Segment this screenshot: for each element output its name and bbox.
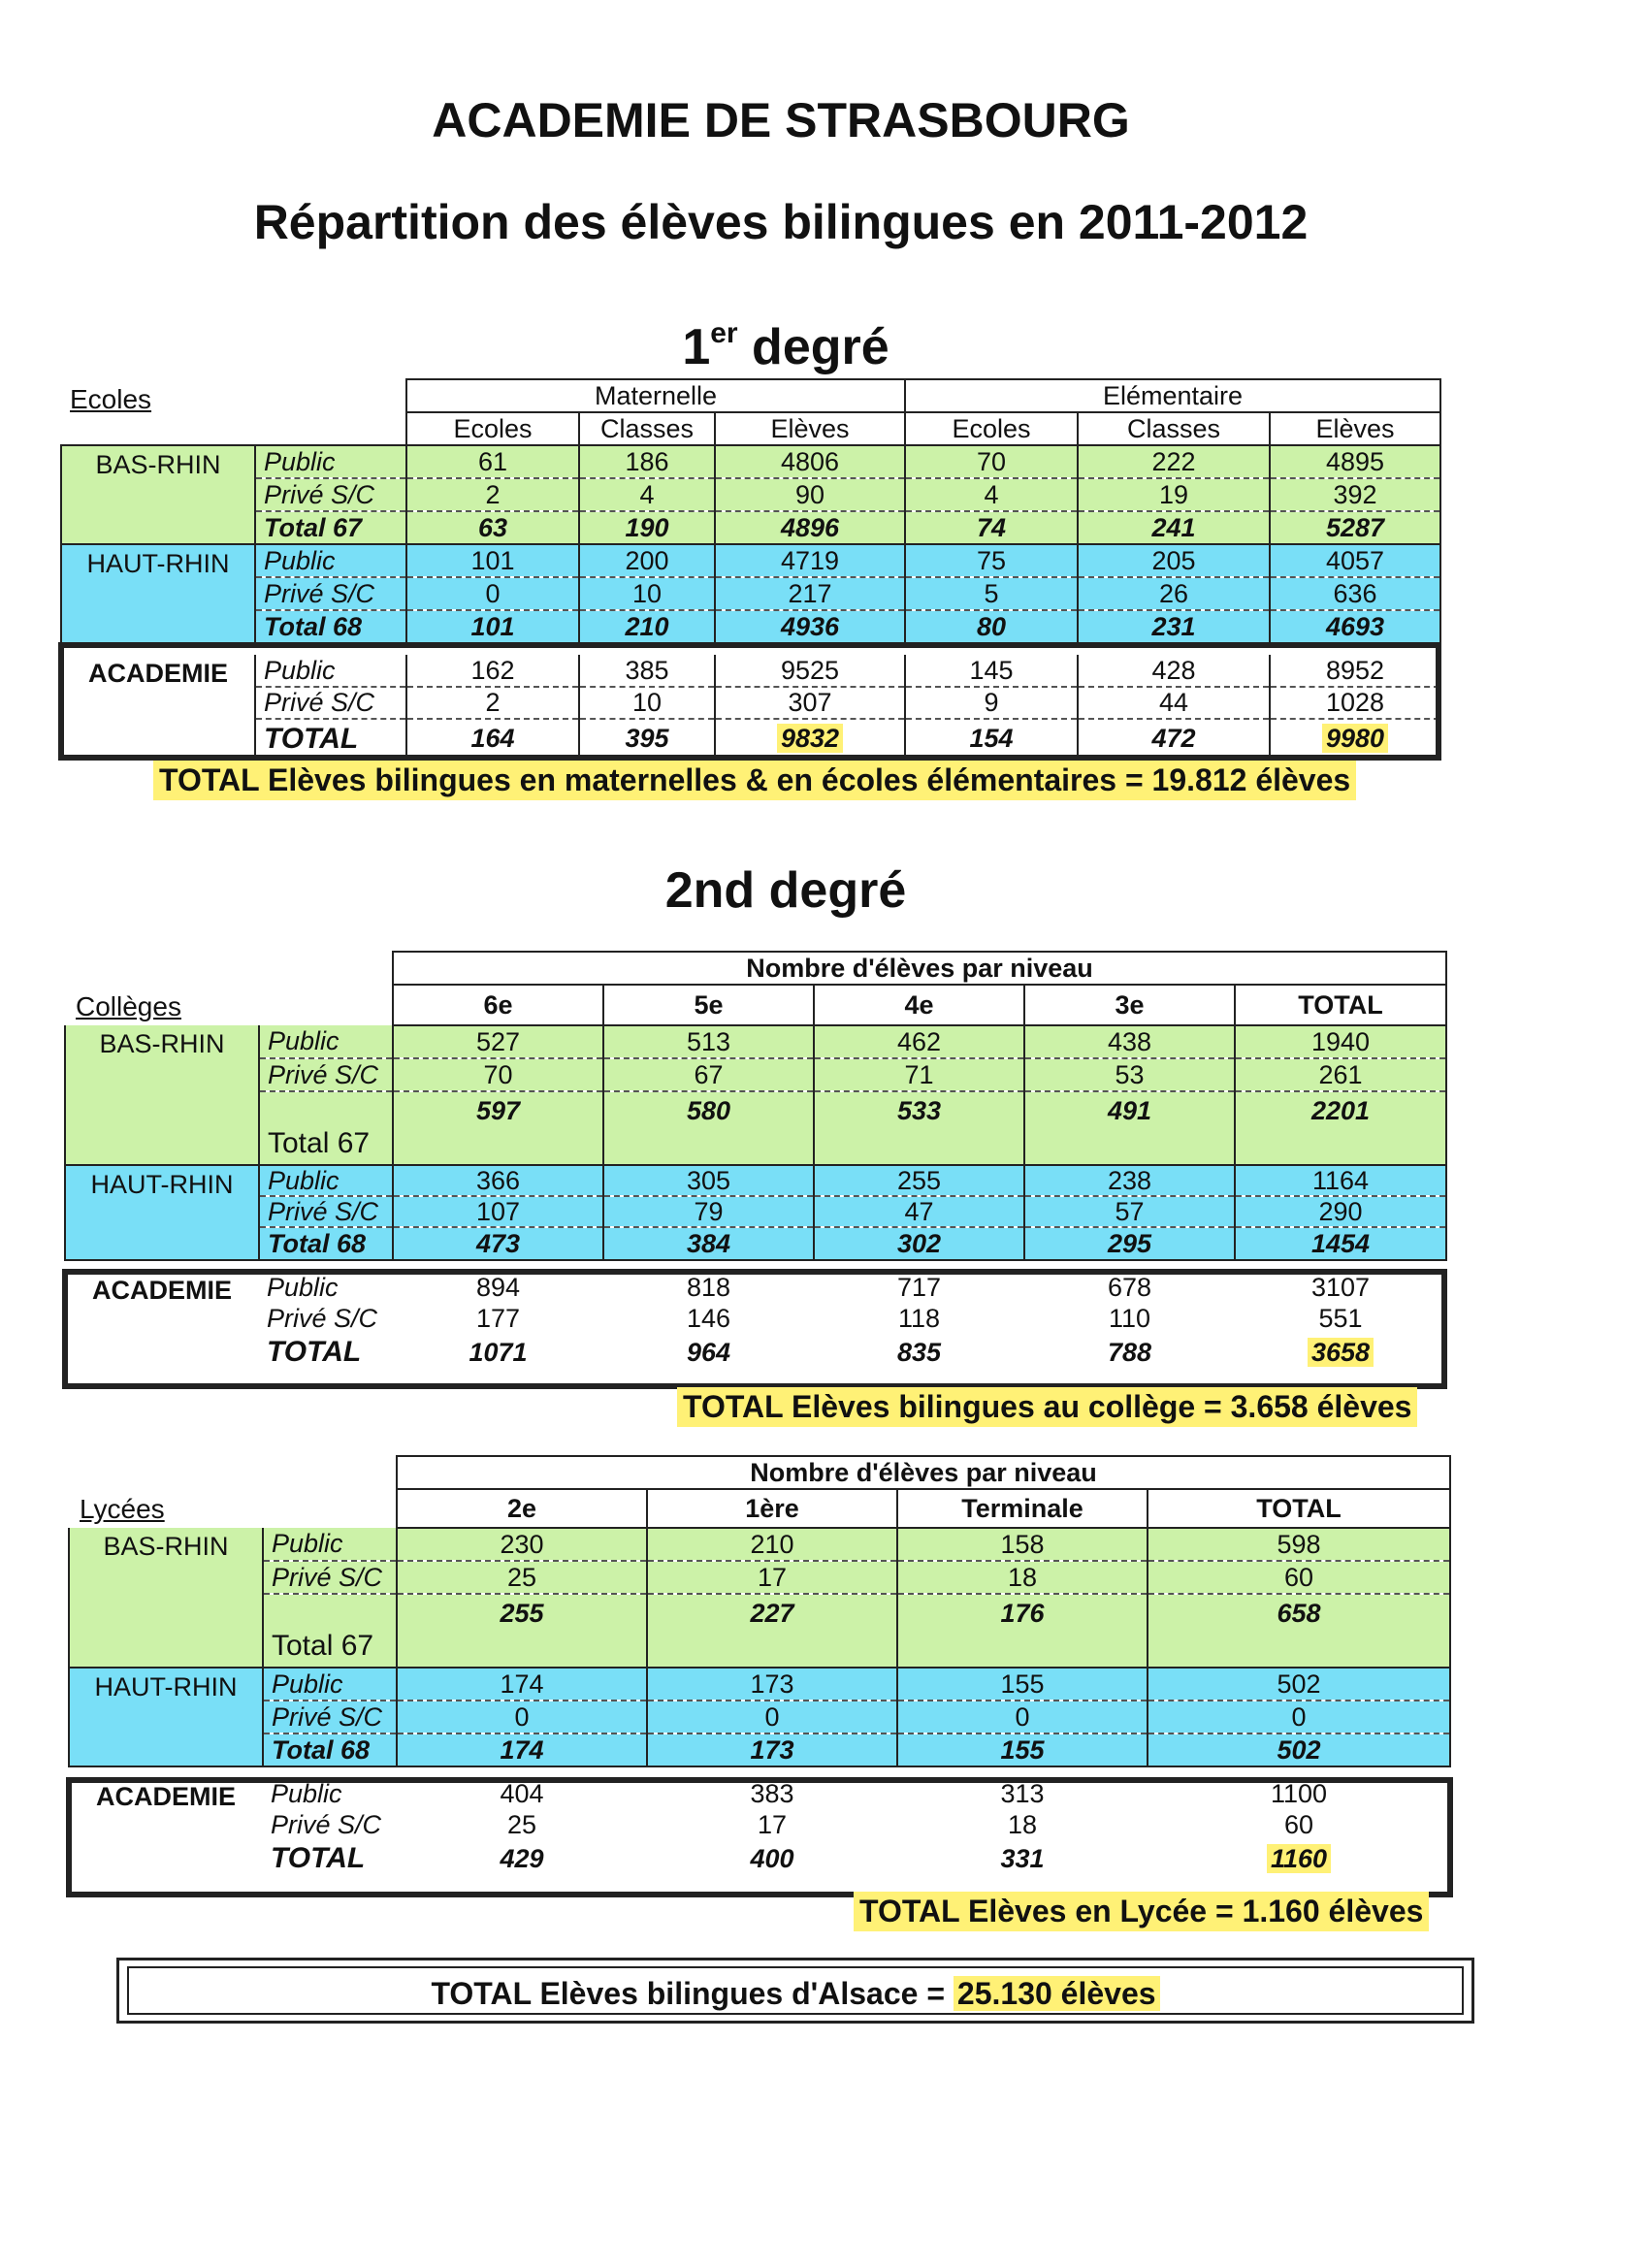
- first-degree-table: [60, 378, 1441, 759]
- table-cell: 57: [1024, 1196, 1235, 1227]
- table-cell: 26: [1078, 577, 1270, 610]
- row-label: Public: [263, 1528, 397, 1561]
- table-cell: 551: [1235, 1303, 1446, 1334]
- table-cell: 4806: [715, 445, 905, 478]
- table-cell: 18: [897, 1809, 1148, 1840]
- table-row-total: [65, 1091, 1446, 1165]
- second-degree-heading: 2nd degré: [664, 862, 907, 919]
- ecoles-section-label: Ecoles: [70, 384, 152, 414]
- table-cell: 290: [1235, 1196, 1446, 1227]
- table-row: [69, 1561, 1450, 1594]
- table-cell: 230: [397, 1528, 647, 1561]
- table-cell: 210: [647, 1528, 897, 1561]
- table-cell: 473: [393, 1227, 603, 1260]
- table-row-total: [69, 1840, 1450, 1877]
- table-cell: 5: [905, 577, 1078, 610]
- table-cell: 222: [1078, 445, 1270, 478]
- region-label: BAS-RHIN: [65, 1025, 259, 1165]
- table-cell: 0: [1148, 1701, 1450, 1733]
- table-cell: 17: [647, 1561, 897, 1594]
- table-cell: 491: [1024, 1091, 1235, 1165]
- table-cell: 818: [603, 1272, 814, 1303]
- lycees-section-label: Lycées: [80, 1494, 165, 1524]
- table-cell: 75: [905, 544, 1078, 577]
- table-cell: 44: [1078, 687, 1270, 719]
- table-cell-highlight: [1235, 1334, 1446, 1371]
- table-cell: 155: [897, 1668, 1148, 1701]
- table-cell-highlight: [1270, 719, 1440, 758]
- table-cell: 154: [905, 719, 1078, 758]
- table-cell: 190: [579, 511, 715, 544]
- column-header: Ecoles: [905, 412, 1078, 445]
- table-cell: 9: [905, 687, 1078, 719]
- table-cell: 71: [814, 1058, 1024, 1091]
- table-cell: 472: [1078, 719, 1270, 758]
- row-label: Privé S/C: [263, 1701, 397, 1733]
- group-header-maternelle: Maternelle: [406, 379, 905, 412]
- table-cell: 1940: [1235, 1025, 1446, 1058]
- row-label: Public: [255, 544, 406, 577]
- region-label: HAUT-RHIN: [69, 1668, 263, 1766]
- table-cell: 80: [905, 610, 1078, 643]
- table-row: [65, 1303, 1446, 1334]
- table-cell: 162: [406, 655, 579, 687]
- table-row: [65, 1272, 1446, 1303]
- row-label: Public: [259, 1025, 393, 1058]
- table-cell: 186: [579, 445, 715, 478]
- table-row: [69, 1809, 1450, 1840]
- table-cell: 200: [579, 544, 715, 577]
- table-cell: 0: [897, 1701, 1148, 1733]
- row-label: Public: [255, 655, 406, 687]
- table-cell: 155: [897, 1733, 1148, 1766]
- table-row: [69, 1701, 1450, 1733]
- table-cell: 210: [579, 610, 715, 643]
- table-cell: 3107: [1235, 1272, 1446, 1303]
- table-cell-highlight: [715, 719, 905, 758]
- table-cell: 90: [715, 478, 905, 511]
- table-cell: 678: [1024, 1272, 1235, 1303]
- table-row-total: [61, 610, 1440, 643]
- table-cell: 533: [814, 1091, 1024, 1165]
- table-cell: 894: [393, 1272, 603, 1303]
- column-header: 1ère: [647, 1489, 897, 1528]
- table-row: [65, 1165, 1446, 1196]
- table-cell: 658: [1148, 1594, 1450, 1668]
- table-cell: 835: [814, 1334, 1024, 1371]
- table-cell: 4693: [1270, 610, 1440, 643]
- table-cell: 10: [579, 687, 715, 719]
- table-cell: 4719: [715, 544, 905, 577]
- table-cell: 502: [1148, 1668, 1450, 1701]
- table-cell: 313: [897, 1778, 1148, 1809]
- column-header: Elèves: [715, 412, 905, 445]
- column-header: 5e: [603, 985, 814, 1025]
- table-row: [61, 478, 1440, 511]
- row-label: Privé S/C: [255, 577, 406, 610]
- column-header: 4e: [814, 985, 1024, 1025]
- table-cell: 164: [406, 719, 579, 758]
- table-cell: 502: [1148, 1733, 1450, 1766]
- table-cell: 10: [579, 577, 715, 610]
- table-cell: 1164: [1235, 1165, 1446, 1196]
- table-cell: 580: [603, 1091, 814, 1165]
- table-cell: 964: [603, 1334, 814, 1371]
- table-cell-highlight: [1148, 1840, 1450, 1877]
- table-cell: 60: [1148, 1561, 1450, 1594]
- table-row-total: [65, 1334, 1446, 1371]
- column-header: Elèves: [1270, 412, 1440, 445]
- table-row-total: [61, 719, 1440, 758]
- table-cell: 0: [406, 577, 579, 610]
- row-label: TOTAL: [255, 719, 406, 758]
- table-row: [61, 577, 1440, 610]
- row-label: Privé S/C: [259, 1058, 393, 1091]
- row-label: TOTAL: [263, 1840, 397, 1877]
- group-header: Nombre d'élèves par niveau: [393, 952, 1446, 985]
- table-cell: 174: [397, 1668, 647, 1701]
- table-row: [65, 1058, 1446, 1091]
- table-cell: 4896: [715, 511, 905, 544]
- table-cell: 438: [1024, 1025, 1235, 1058]
- table-row-total: [69, 1733, 1450, 1766]
- row-label: Total 68: [255, 610, 406, 643]
- table-row: [65, 1025, 1446, 1058]
- table-cell: 217: [715, 577, 905, 610]
- table-cell: 70: [393, 1058, 603, 1091]
- table-cell: 25: [397, 1561, 647, 1594]
- table-cell: 19: [1078, 478, 1270, 511]
- table-cell: 1028: [1270, 687, 1440, 719]
- table-cell: 598: [1148, 1528, 1450, 1561]
- table-row: [69, 1528, 1450, 1561]
- table-cell: 231: [1078, 610, 1270, 643]
- table-cell: 1454: [1235, 1227, 1446, 1260]
- table-cell: 295: [1024, 1227, 1235, 1260]
- table-cell: 17: [647, 1809, 897, 1840]
- table-cell: 118: [814, 1303, 1024, 1334]
- table-cell: 400: [647, 1840, 897, 1877]
- table-cell: 53: [1024, 1058, 1235, 1091]
- table-cell: 383: [647, 1778, 897, 1809]
- table-cell: 4: [579, 478, 715, 511]
- grand-total-text: [127, 1966, 1464, 2015]
- table-cell: 101: [406, 610, 579, 643]
- highlighted-total: 9980: [1322, 724, 1388, 753]
- table-cell: 8952: [1270, 655, 1440, 687]
- document-title: ACADEMIE DE STRASBOURG: [432, 93, 1130, 147]
- lycees-table: [68, 1455, 1451, 1877]
- table-cell: 5287: [1270, 511, 1440, 544]
- table-cell: 462: [814, 1025, 1024, 1058]
- table-cell: 110: [1024, 1303, 1235, 1334]
- row-label: Privé S/C: [255, 478, 406, 511]
- table-row-total: [69, 1594, 1450, 1668]
- table-row-total: [65, 1227, 1446, 1260]
- table-cell: 241: [1078, 511, 1270, 544]
- table-cell: 74: [905, 511, 1078, 544]
- table-cell: 101: [406, 544, 579, 577]
- table-cell: 428: [1078, 655, 1270, 687]
- row-label: Public: [255, 445, 406, 478]
- highlighted-total: 1160: [1267, 1844, 1331, 1873]
- grand-total-box: [116, 1958, 1474, 2024]
- table-cell: 18: [897, 1561, 1148, 1594]
- row-label: Privé S/C: [263, 1561, 397, 1594]
- column-header: Terminale: [897, 1489, 1148, 1528]
- table-cell: 25: [397, 1809, 647, 1840]
- column-header: 3e: [1024, 985, 1235, 1025]
- table-row-total: [61, 511, 1440, 544]
- table-cell: 429: [397, 1840, 647, 1877]
- lycees-total-line: TOTAL Elèves en Lycée = 1.160 élèves: [854, 1892, 1429, 1931]
- table-cell: 261: [1235, 1058, 1446, 1091]
- colleges-section-label: Collèges: [76, 991, 181, 1021]
- table-cell: 513: [603, 1025, 814, 1058]
- row-label: Privé S/C: [259, 1196, 393, 1227]
- row-label: Public: [259, 1165, 393, 1196]
- column-header: Classes: [1078, 412, 1270, 445]
- table-cell: 385: [579, 655, 715, 687]
- table-cell: 255: [814, 1165, 1024, 1196]
- table-cell: 205: [1078, 544, 1270, 577]
- table-cell: 70: [905, 445, 1078, 478]
- table-cell: 384: [603, 1227, 814, 1260]
- document-subtitle: Répartition des élèves bilingues en 2011-2012: [253, 195, 1309, 249]
- table-cell: 177: [393, 1303, 603, 1334]
- table-cell: 60: [1148, 1809, 1450, 1840]
- table-cell: 392: [1270, 478, 1440, 511]
- grand-total-value: 25.130 élèves: [954, 1976, 1160, 2011]
- row-label: Total 67: [259, 1091, 393, 1165]
- region-label: ACADEMIE: [61, 655, 255, 758]
- table-cell: 527: [393, 1025, 603, 1058]
- table-cell: 366: [393, 1165, 603, 1196]
- table-row: [61, 445, 1440, 478]
- table-cell: 305: [603, 1165, 814, 1196]
- table-cell: 145: [905, 655, 1078, 687]
- column-header: 6e: [393, 985, 603, 1025]
- table-cell: 2: [406, 478, 579, 511]
- row-label: Public: [263, 1668, 397, 1701]
- table-cell: 1100: [1148, 1778, 1450, 1809]
- row-label: TOTAL: [259, 1334, 393, 1371]
- highlighted-total: 3658: [1308, 1338, 1374, 1367]
- row-label: Total 67: [263, 1594, 397, 1668]
- table-row: [65, 1196, 1446, 1227]
- first-degree-heading: 1er degré: [682, 316, 889, 375]
- row-label: Privé S/C: [259, 1303, 393, 1334]
- table-cell: 79: [603, 1196, 814, 1227]
- region-label: HAUT-RHIN: [65, 1165, 259, 1260]
- table-cell: 107: [393, 1196, 603, 1227]
- table-cell: 597: [393, 1091, 603, 1165]
- table-cell: 331: [897, 1840, 1148, 1877]
- table-cell: 255: [397, 1594, 647, 1668]
- table-cell: 4: [905, 478, 1078, 511]
- table-row: [61, 687, 1440, 719]
- row-label: Total 67: [255, 511, 406, 544]
- table-cell: 173: [647, 1668, 897, 1701]
- table-row: [69, 1668, 1450, 1701]
- table-cell: 307: [715, 687, 905, 719]
- table-cell: 404: [397, 1778, 647, 1809]
- grand-total-label: TOTAL Elèves bilingues d'Alsace =: [431, 1976, 954, 2011]
- region-label: BAS-RHIN: [69, 1528, 263, 1668]
- table-cell: 67: [603, 1058, 814, 1091]
- column-header: TOTAL: [1235, 985, 1446, 1025]
- region-label: ACADEMIE: [69, 1778, 263, 1877]
- region-label: HAUT-RHIN: [61, 544, 255, 643]
- table-cell: 158: [897, 1528, 1148, 1561]
- table-cell: 227: [647, 1594, 897, 1668]
- table-cell: 636: [1270, 577, 1440, 610]
- table-cell: 2: [406, 687, 579, 719]
- region-label: BAS-RHIN: [61, 445, 255, 544]
- row-label: Privé S/C: [255, 687, 406, 719]
- table-cell: 717: [814, 1272, 1024, 1303]
- table-cell: 47: [814, 1196, 1024, 1227]
- table-cell: 238: [1024, 1165, 1235, 1196]
- column-header: 2e: [397, 1489, 647, 1528]
- table-cell: 173: [647, 1733, 897, 1766]
- column-header: Classes: [579, 412, 715, 445]
- table-cell: 146: [603, 1303, 814, 1334]
- table-cell: 9525: [715, 655, 905, 687]
- table-cell: 4936: [715, 610, 905, 643]
- colleges-total-line: TOTAL Elèves bilingues au collège = 3.658 élèves: [677, 1387, 1417, 1427]
- table-cell: 0: [397, 1701, 647, 1733]
- table-cell: 63: [406, 511, 579, 544]
- table-cell: 174: [397, 1733, 647, 1766]
- region-label: ACADEMIE: [65, 1272, 259, 1371]
- table-row: [69, 1778, 1450, 1809]
- colleges-table: [64, 951, 1447, 1371]
- table-cell: 788: [1024, 1334, 1235, 1371]
- group-header: Nombre d'élèves par niveau: [397, 1456, 1450, 1489]
- first-degree-total-line: TOTAL Elèves bilingues en maternelles & en écoles élémentaires = 19.812 élèves: [153, 761, 1356, 800]
- table-cell: 1071: [393, 1334, 603, 1371]
- row-label: Public: [263, 1778, 397, 1809]
- table-cell: 0: [647, 1701, 897, 1733]
- table-cell: 395: [579, 719, 715, 758]
- row-label: Public: [259, 1272, 393, 1303]
- highlighted-total: 9832: [777, 724, 843, 753]
- row-label: Total 68: [259, 1227, 393, 1260]
- table-cell: 4895: [1270, 445, 1440, 478]
- column-header: Ecoles: [406, 412, 579, 445]
- table-row: [61, 655, 1440, 687]
- table-cell: 176: [897, 1594, 1148, 1668]
- table-row: [61, 544, 1440, 577]
- column-header: TOTAL: [1148, 1489, 1450, 1528]
- table-cell: 61: [406, 445, 579, 478]
- table-cell: 302: [814, 1227, 1024, 1260]
- group-header-elementaire: Elémentaire: [905, 379, 1440, 412]
- row-label: Total 68: [263, 1733, 397, 1766]
- table-cell: 4057: [1270, 544, 1440, 577]
- row-label: Privé S/C: [263, 1809, 397, 1840]
- table-cell: 2201: [1235, 1091, 1446, 1165]
